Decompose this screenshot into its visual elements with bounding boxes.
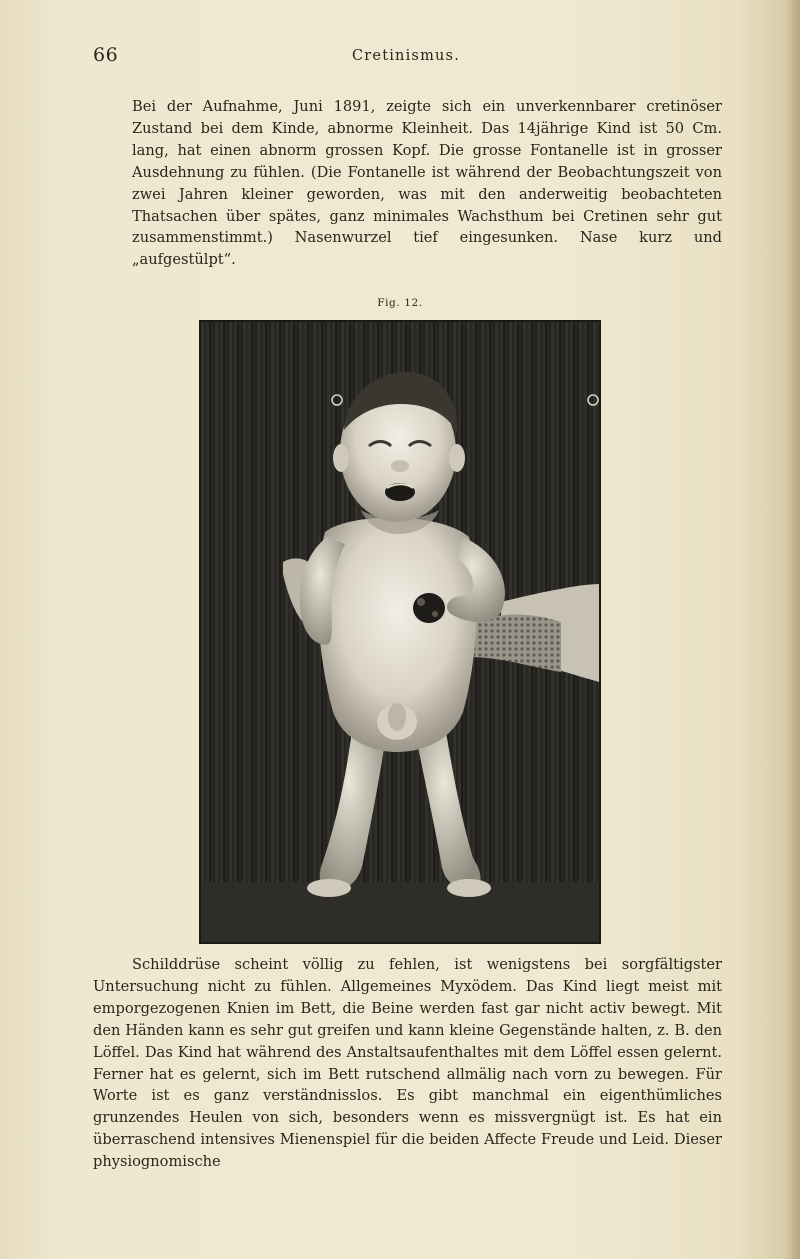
page-header (93, 44, 719, 74)
figure-caption: Fig. 12. (377, 297, 423, 309)
paragraph-2 (93, 954, 722, 1173)
paragraph-2-text: Schilddrüse scheint völlig zu fehlen, ist wenigstens bei sorgfältigster Untersuchung nicht zu fühlen. Allgemeines Myxödem. Das Kind liegt meist mit emporgezogenen Knien im Bett, die Beine werden fast gar nicht activ bewegt. Mit den Händen kann es sehr gut greifen und kann kleine Gegenstände halten, z. B. den Löffel. Das Kind hat während des Anstaltsaufenthaltes mit dem Löffel essen gelernt. Ferner hat es gelernt, sich im Bett rutschend allmälig nach vorn zu bewegen. Für Worte ist es ganz verständnisslos. Es gibt manchmal ein eigenthümliches grunzendes Heulen von sich, besonders wenn es missvergnügt ist. Es hat ein überraschend intensives Mienenspiel für die beiden Affecte Freude und Leid. Dieser physiognomische (93, 956, 722, 1171)
figure-photograph (199, 320, 601, 944)
photograph-image (201, 322, 599, 942)
page-number: 66 (93, 44, 119, 66)
paragraph-1 (132, 96, 722, 271)
paragraph-1-text: Bei der Aufnahme, Juni 1891, zeigte sich ein unverkennbarer cretinöser Zustand bei dem Kinde, abnorme Kleinheit. Das 14jährige Kind ist 50 Cm. lang, hat einen abnorm grossen Kopf. Die grosse Fontanelle ist in grosser Ausdehnung zu fühlen. (Die Fontanelle ist während der Beobachtungszeit von zwei Jahren kleiner geworden, was mit den anderweitig beobachteten Thatsachen über spätes, ganz minimales Wachsthum bei Cretinen sehr gut zusammenstimmt.) Nasenwurzel tief eingesunken. Nase kurz und „aufgestülpt“. (132, 98, 722, 269)
page-edge-shadow (786, 0, 800, 1259)
running-title: Cretinismus. (351, 48, 461, 64)
